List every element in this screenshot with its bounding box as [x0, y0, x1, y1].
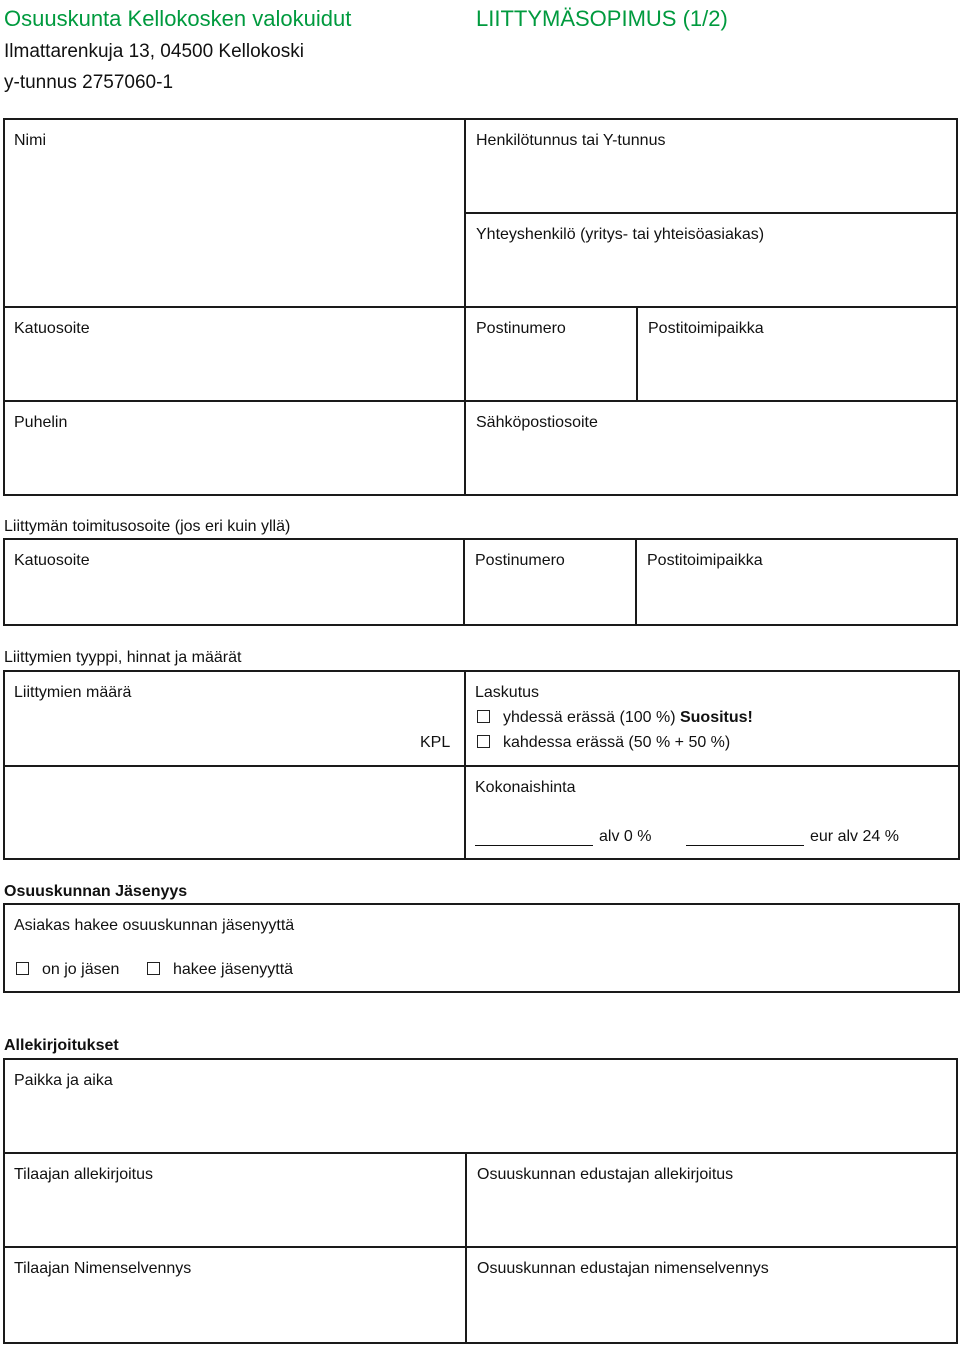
apply-membership-label: hakee jäsenyyttä [173, 961, 294, 978]
connections-section-title: Liittymien tyyppi, hinnat ja määrät [4, 649, 242, 666]
email-field[interactable]: Sähköpostiosoite [476, 414, 598, 431]
billing-two-part-checkbox[interactable] [477, 735, 490, 748]
total-price-label: Kokonaishinta [475, 779, 576, 796]
place-date-field[interactable]: Paikka ja aika [14, 1072, 113, 1089]
name-field[interactable]: Nimi [14, 132, 46, 149]
organization-address: Ilmattarenkuja 13, 04500 Kellokoski [4, 41, 304, 62]
billing-single-text: yhdessä erässä (100 %) [503, 709, 676, 726]
delivery-street-field[interactable]: Katuosoite [14, 552, 90, 569]
contact-person-field[interactable]: Yhteyshenkilö (yritys- tai yhteisöasiakas) [476, 226, 765, 243]
id-number-field[interactable]: Henkilötunnus tai Y-tunnus [476, 132, 666, 149]
organization-name: Osuuskunta Kellokosken valokuidut [4, 6, 352, 31]
recommended-note: Suositus! [679, 709, 753, 726]
billing-single-label [503, 709, 753, 727]
coop-name-clarification-field[interactable]: Osuuskunnan edustajan nimenselvennys [477, 1260, 769, 1277]
city-field[interactable]: Postitoimipaikka [648, 320, 764, 337]
already-member-label: on jo jäsen [42, 961, 120, 978]
delivery-postal-code-field[interactable]: Postinumero [475, 552, 565, 569]
total-vat24-input-line[interactable] [686, 845, 804, 846]
connection-count-field[interactable]: Liittymien määrä [14, 684, 132, 701]
signatures-table [3, 1058, 958, 1344]
customer-name-clarification-field[interactable]: Tilaajan Nimenselvennys [14, 1260, 192, 1277]
coop-signature-field[interactable]: Osuuskunnan edustajan allekirjoitus [477, 1166, 734, 1183]
vat24-label: eur alv 24 % [810, 828, 899, 845]
vat0-label: alv 0 % [599, 828, 652, 845]
already-member-checkbox[interactable] [16, 962, 29, 975]
signatures-section-title: Allekirjoitukset [4, 1037, 119, 1054]
document-title: LIITTYMÄSOPIMUS (1/2) [476, 6, 728, 31]
connection-count-unit: KPL [420, 734, 451, 751]
billing-label: Laskutus [475, 684, 540, 701]
delivery-section-title: Liittymän toimitusosoite (jos eri kuin yllä) [4, 518, 291, 535]
total-vat0-input-line[interactable] [475, 845, 593, 846]
business-id: y-tunnus 2757060-1 [4, 72, 174, 93]
membership-section-title: Osuuskunnan Jäsenyys [4, 883, 188, 900]
street-address-field[interactable]: Katuosoite [14, 320, 90, 337]
customer-signature-field[interactable]: Tilaajan allekirjoitus [14, 1166, 154, 1183]
apply-membership-checkbox[interactable] [147, 962, 160, 975]
billing-single-checkbox[interactable] [477, 710, 490, 723]
delivery-city-field[interactable]: Postitoimipaikka [647, 552, 763, 569]
phone-field[interactable]: Puhelin [14, 414, 68, 431]
billing-two-part-label: kahdessa erässä (50 % + 50 %) [503, 734, 731, 751]
membership-request-label: Asiakas hakee osuuskunnan jäsenyyttä [14, 917, 295, 934]
postal-code-field[interactable]: Postinumero [476, 320, 566, 337]
